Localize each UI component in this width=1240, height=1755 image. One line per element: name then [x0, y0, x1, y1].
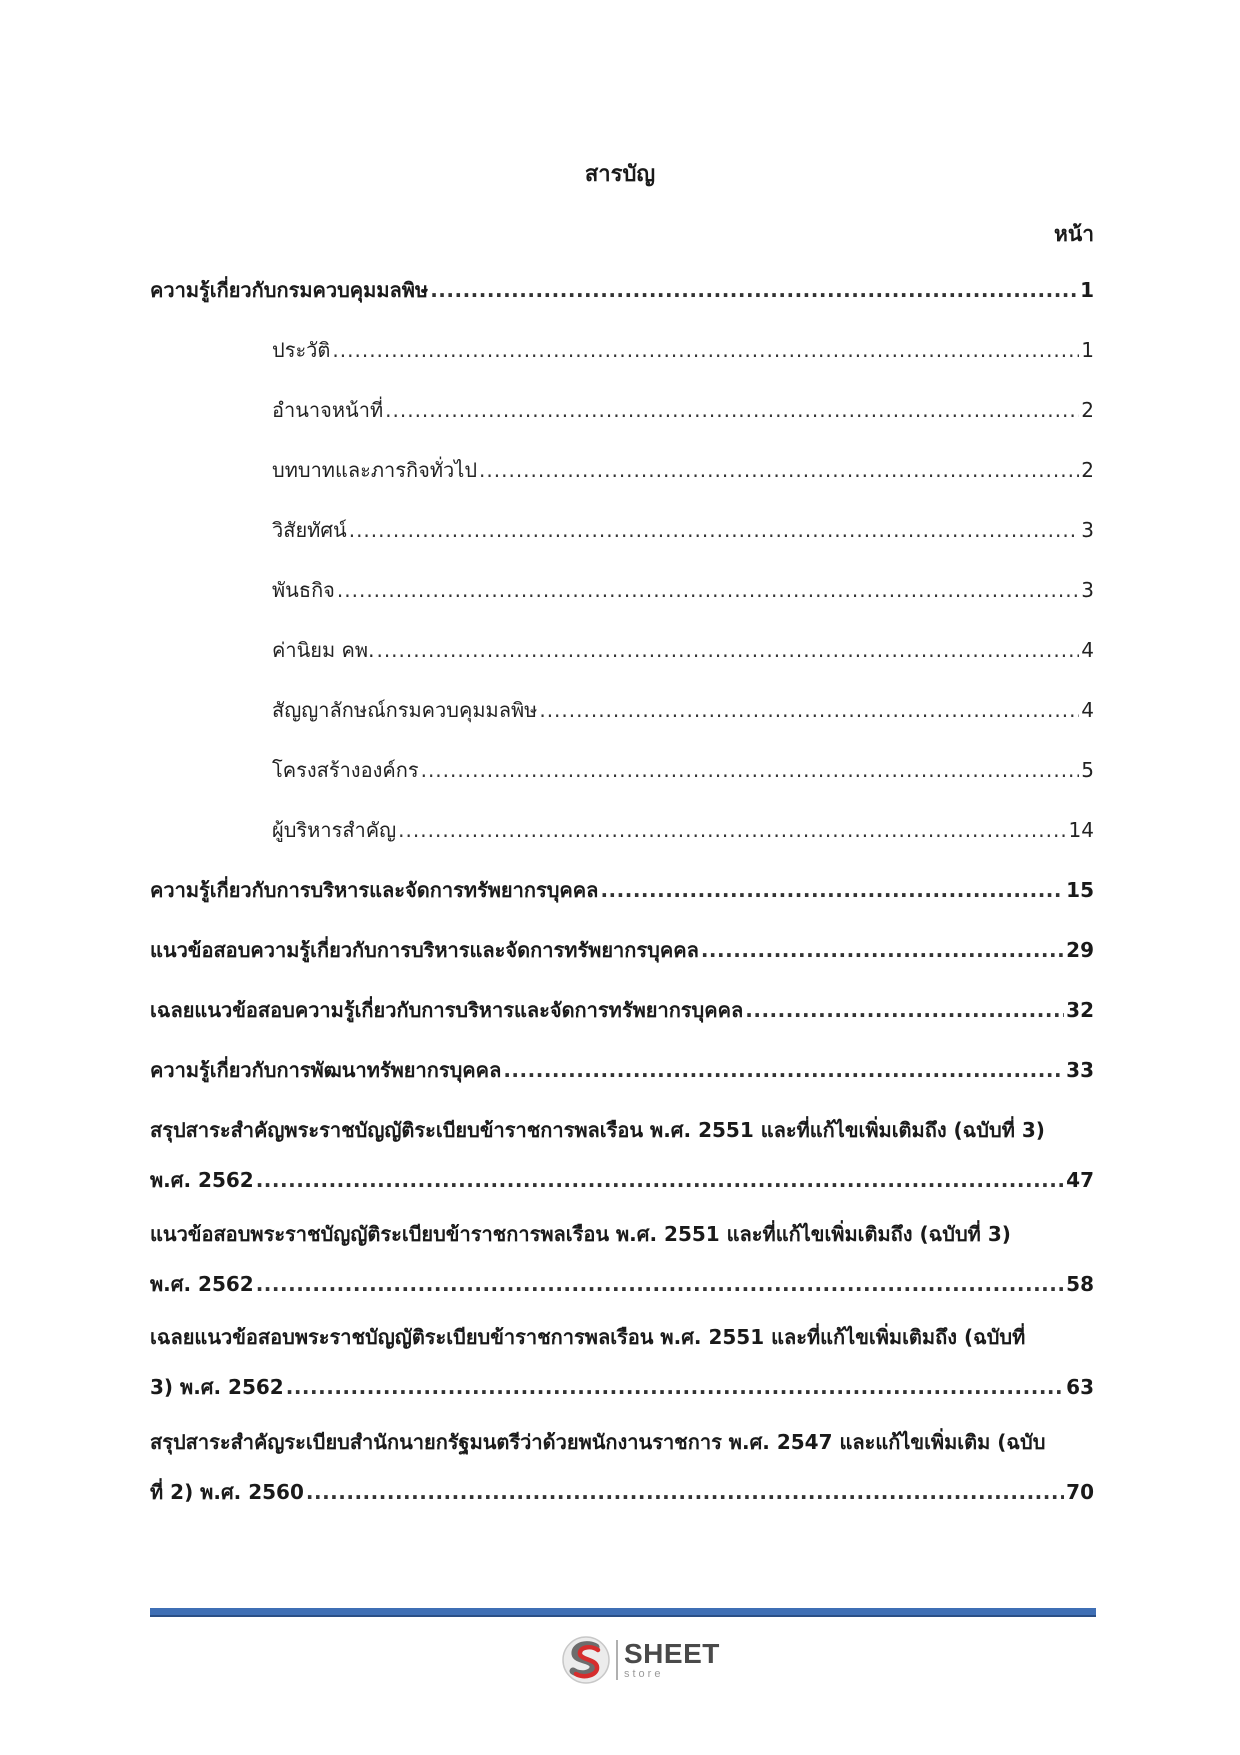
toc-subentry[interactable] [272, 756, 1094, 784]
toc-subentry[interactable] [272, 336, 1094, 364]
toc-entry-page: 3 [1081, 578, 1094, 602]
toc-entry-page: 5 [1081, 758, 1094, 782]
leader-dots [256, 1166, 1064, 1194]
toc-entry[interactable] [150, 876, 1094, 904]
toc-entry-title-line2: 3) พ.ศ. 2562 [150, 1375, 284, 1399]
toc-entry-title: โครงสร้างองค์กร [272, 758, 419, 782]
sheet-store-logo [560, 1632, 740, 1688]
sheet-store-s-logo-icon [560, 1634, 612, 1686]
toc-entry-page: 2 [1081, 458, 1094, 482]
leader-dots [421, 756, 1080, 784]
toc-subentry[interactable] [272, 816, 1094, 844]
toc-entry-title: ความรู้เกี่ยวกับการพัฒนาทรัพยากรบุคคล [150, 1058, 502, 1082]
toc-entry-title: ผู้บริหารสำคัญ [272, 818, 397, 842]
toc-entry[interactable] [150, 276, 1094, 304]
toc-entry-multiline[interactable] [150, 1428, 1094, 1506]
leader-dots [430, 276, 1078, 304]
toc-subentry[interactable] [272, 696, 1094, 724]
toc-entry[interactable] [150, 996, 1094, 1024]
leader-dots [306, 1478, 1064, 1506]
leader-dots [398, 816, 1066, 844]
toc-entry-title: ความรู้เกี่ยวกับกรมควบคุมมลพิษ [150, 278, 429, 302]
leader-dots [332, 336, 1079, 364]
leader-dots [385, 396, 1079, 424]
toc-subentry[interactable] [272, 576, 1094, 604]
toc-entry-page: 2 [1081, 398, 1094, 422]
toc-entry-page: 63 [1066, 1375, 1094, 1399]
toc-entry-title: พันธกิจ [272, 578, 335, 602]
toc-entry-page: 47 [1066, 1168, 1094, 1192]
toc-entry-title: ประวัติ [272, 338, 331, 362]
logo-wordmark: SHEET [624, 1638, 720, 1669]
toc-entry[interactable] [150, 936, 1094, 964]
toc-entry-title: ความรู้เกี่ยวกับการบริหารและจัดการทรัพยากรบุคคล [150, 878, 599, 902]
leader-dots [376, 636, 1079, 664]
toc-entry-title-line2: ที่ 2) พ.ศ. 2560 [150, 1480, 304, 1504]
toc-entry-title-line1: แนวข้อสอบพระราชบัญญัติระเบียบข้าราชการพลเรือน พ.ศ. 2551 และที่แก้ไขเพิ่มเติมถึง (ฉบับที่ 3) [150, 1222, 1011, 1246]
leader-dots [503, 1056, 1064, 1084]
toc-entry-title: เฉลยแนวข้อสอบความรู้เกี่ยวกับการบริหารและจัดการทรัพยากรบุคคล [150, 998, 744, 1022]
toc-entry-title: สัญญาลักษณ์กรมควบคุมมลพิษ [272, 698, 538, 722]
leader-dots [337, 576, 1079, 604]
toc-subentry[interactable] [272, 516, 1094, 544]
toc-entry-title-line1: สรุปสาระสำคัญพระราชบัญญัติระเบียบข้าราชการพลเรือน พ.ศ. 2551 และที่แก้ไขเพิ่มเติมถึง (ฉบับที่ 3) [150, 1118, 1045, 1142]
toc-entry-title: บทบาทและภารกิจทั่วไป [272, 458, 478, 482]
logo-divider [616, 1640, 618, 1680]
toc-subentry[interactable] [272, 636, 1094, 664]
toc-entry[interactable] [150, 1056, 1094, 1084]
toc-subentry[interactable] [272, 456, 1094, 484]
toc-subentry[interactable] [272, 396, 1094, 424]
leader-dots [256, 1270, 1064, 1298]
toc-entry-multiline[interactable] [150, 1116, 1094, 1194]
toc-entry-page: 3 [1081, 518, 1094, 542]
toc-entry-page: 70 [1066, 1480, 1094, 1504]
leader-dots [479, 456, 1079, 484]
leader-dots [539, 696, 1079, 724]
leader-dots [600, 876, 1064, 904]
toc-entry-title: แนวข้อสอบความรู้เกี่ยวกับการบริหารและจัดการทรัพยากรบุคคล [150, 938, 699, 962]
toc-entry-page: 14 [1068, 818, 1094, 842]
toc-entry-page: 1 [1081, 338, 1094, 362]
footer-rule [150, 1608, 1096, 1617]
toc-entry-page: 1 [1080, 278, 1094, 302]
toc-entry-title-line1: เฉลยแนวข้อสอบพระราชบัญญัติระเบียบข้าราชการพลเรือน พ.ศ. 2551 และที่แก้ไขเพิ่มเติมถึง (ฉบับที่ [150, 1325, 1026, 1349]
toc-entry-multiline[interactable] [150, 1323, 1094, 1401]
toc-entry-page: 4 [1081, 698, 1094, 722]
toc-entry-page: 33 [1066, 1058, 1094, 1082]
leader-dots [349, 516, 1080, 544]
toc-entry-page: 4 [1081, 638, 1094, 662]
page-column-label: หน้า [1054, 222, 1094, 246]
toc-entry-page: 15 [1066, 878, 1094, 902]
leader-dots [701, 936, 1064, 964]
toc-entry-page: 32 [1066, 998, 1094, 1022]
page-title: สารบัญ [584, 162, 656, 187]
toc-entry-page: 58 [1066, 1272, 1094, 1296]
leader-dots [745, 996, 1064, 1024]
toc-entry-page: 29 [1066, 938, 1094, 962]
logo-subtext: store [624, 1668, 664, 1680]
toc-entry-multiline[interactable] [150, 1220, 1094, 1298]
toc-entry-title-line2: พ.ศ. 2562 [150, 1272, 254, 1296]
toc-entry-title: วิสัยทัศน์ [272, 518, 347, 542]
toc-entry-title-line1: สรุปสาระสำคัญระเบียบสำนักนายกรัฐมนตรีว่าด้วยพนักงานราชการ พ.ศ. 2547 และแก้ไขเพิ่มเติม (ฉบับ [150, 1430, 1046, 1454]
leader-dots [286, 1373, 1064, 1401]
toc-entry-title: อำนาจหน้าที่ [272, 398, 384, 422]
toc-entry-title-line2: พ.ศ. 2562 [150, 1168, 254, 1192]
toc-entry-title: ค่านิยม คพ. [272, 638, 375, 662]
